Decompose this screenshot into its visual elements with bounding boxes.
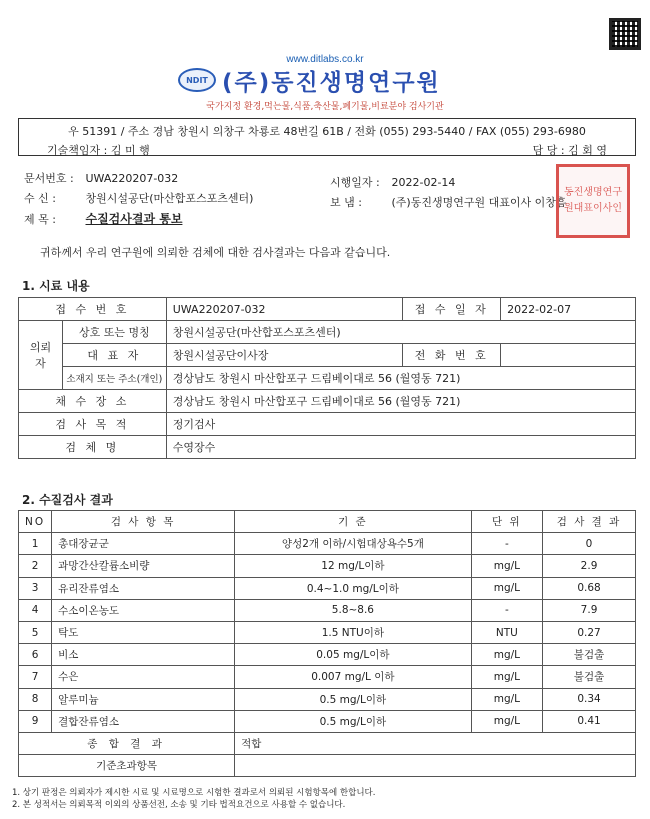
row-standard: 0.007 mg/L 이하 (235, 666, 472, 688)
recipient: 창원시설공단(마산합포스포츠센터) (85, 192, 254, 205)
footnote-1: 1. 상기 판정은 의뢰자가 제시한 시료 및 시료명으로 시험한 결과로서 의뢰된 시험항목에 한합니다. (12, 788, 376, 798)
receipt-date: 2022-02-07 (501, 298, 636, 321)
row-item: 과망간산칼륨소비량 (52, 555, 235, 577)
table-row (19, 344, 636, 367)
issue-date-label: 시행일자 : (330, 176, 380, 189)
recipient-label: 수 신 : (24, 192, 56, 205)
row-standard: 양성2개 이하/시험대상욕수5개 (235, 533, 472, 555)
row-unit: mg/L (471, 666, 542, 688)
table-row (19, 688, 636, 710)
row-unit: mg/L (471, 710, 542, 732)
representative: 창원시설공단이사장 (166, 344, 403, 367)
row-unit: mg/L (471, 555, 542, 577)
row-item: 유리잔류염소 (52, 577, 235, 599)
exceeded-label: 기준초과항목 (19, 755, 235, 777)
subject-row (24, 210, 182, 227)
website-url[interactable]: www.ditlabs.co.kr (286, 54, 364, 65)
table-row (19, 298, 636, 321)
table-header-row (19, 511, 636, 533)
col-header-standard: 기 준 (235, 511, 472, 533)
row-unit: - (471, 599, 542, 621)
table-row (19, 577, 636, 599)
purpose-label: 검 사 목 적 (19, 413, 167, 436)
row-no: 8 (19, 688, 52, 710)
address-box (18, 118, 636, 156)
section2-title: 2. 수질검사 결과 (22, 493, 113, 507)
client-label: 의뢰자 (19, 321, 63, 390)
row-standard: 0.05 mg/L이하 (235, 644, 472, 666)
table-row (19, 321, 636, 344)
results-table (18, 510, 636, 777)
row-item: 알루미늄 (52, 688, 235, 710)
row-item: 수소이온농도 (52, 599, 235, 621)
row-item: 수은 (52, 666, 235, 688)
specimen-label: 검 체 명 (19, 436, 167, 459)
table-row (19, 666, 636, 688)
row-unit: NTU (471, 621, 542, 643)
table-row (19, 390, 636, 413)
logo-emblem-icon: NDIT (178, 68, 216, 92)
company-subtitle: 국가지정 환경,먹는물,식품,축산물,폐기물,비료분야 검사기관 (206, 102, 444, 112)
row-result: 불검출 (543, 644, 636, 666)
phone-label: 전 화 번 호 (403, 344, 501, 367)
row-standard: 12 mg/L이하 (235, 555, 472, 577)
table-row (19, 533, 636, 555)
row-result: 0.27 (543, 621, 636, 643)
row-result: 7.9 (543, 599, 636, 621)
person-in-charge: 담 당 : 김 회 영 (532, 144, 607, 157)
row-item: 결합잔류염소 (52, 710, 235, 732)
row-standard: 0.5 mg/L이하 (235, 710, 472, 732)
row-no: 9 (19, 710, 52, 732)
issue-date-row (330, 174, 455, 190)
row-result: 0 (543, 533, 636, 555)
row-standard: 5.8~8.6 (235, 599, 472, 621)
company-logo (178, 66, 441, 94)
issue-date: 2022-02-14 (391, 176, 456, 189)
doc-number-label: 문서번호 : (24, 172, 74, 185)
sampling-place-label: 채 수 장 소 (19, 390, 167, 413)
row-result: 불검출 (543, 666, 636, 688)
receipt-no: UWA220207-032 (166, 298, 403, 321)
footnote-2: 2. 본 성적서는 의뢰목적 이외의 상품선전, 소송 및 기타 법적요건으로 사용할 수 없습니다. (12, 800, 346, 810)
row-item: 탁도 (52, 621, 235, 643)
row-no: 4 (19, 599, 52, 621)
overall-row (19, 732, 636, 754)
sender-row (330, 194, 566, 210)
row-result: 0.34 (543, 688, 636, 710)
recipient-row (24, 190, 253, 206)
phone (501, 344, 636, 367)
col-header-no: NO (19, 511, 52, 533)
row-no: 5 (19, 621, 52, 643)
row-no: 1 (19, 533, 52, 555)
table-row (19, 710, 636, 732)
row-unit: mg/L (471, 688, 542, 710)
address-line: 우 51391 / 주소 경남 창원시 의창구 차룡로 48번길 61B / 전화 (055) 293-5440 / FAX (055) 293-6980 (68, 125, 586, 138)
location: 경상남도 창원시 마산합포구 드림베이대로 56 (월영동 721) (166, 367, 635, 390)
row-result: 0.68 (543, 577, 636, 599)
section1-title: 1. 시료 내용 (22, 279, 90, 293)
row-item: 비소 (52, 644, 235, 666)
sample-info-table (18, 297, 636, 459)
specimen: 수영장수 (166, 436, 635, 459)
subject: 수질검사결과 통보 (85, 212, 183, 226)
official-seal-stamp: 동진생명연구원대표이사인 (556, 164, 630, 238)
sender: (주)동진생명연구원 대표이사 이창흠 (391, 196, 567, 209)
row-no: 6 (19, 644, 52, 666)
table-row (19, 367, 636, 390)
intro-text: 귀하께서 우리 연구원에 의뢰한 검체에 대한 검사결과는 다음과 같습니다. (40, 246, 391, 259)
exceeded-items (235, 755, 636, 777)
company-name-label: 상호 또는 명칭 (62, 321, 166, 344)
row-standard: 0.5 mg/L이하 (235, 688, 472, 710)
doc-number: UWA220207-032 (85, 172, 179, 185)
receipt-date-label: 접 수 일 자 (403, 298, 501, 321)
row-standard: 1.5 NTU이하 (235, 621, 472, 643)
table-row (19, 413, 636, 436)
sampling-place: 경상남도 창원시 마산합포구 드림베이대로 56 (월영동 721) (166, 390, 635, 413)
row-standard: 0.4~1.0 mg/L이하 (235, 577, 472, 599)
row-unit: mg/L (471, 644, 542, 666)
table-row (19, 621, 636, 643)
overall-result: 적합 (235, 732, 636, 754)
location-label: 소재지 또는 주소(개인) (62, 367, 166, 390)
col-header-item: 검 사 항 목 (52, 511, 235, 533)
table-row (19, 644, 636, 666)
company-name: (주)동진생명연구원 (222, 69, 441, 96)
row-result: 0.41 (543, 710, 636, 732)
row-unit: mg/L (471, 577, 542, 599)
table-row (19, 555, 636, 577)
rep-label: 대 표 자 (62, 344, 166, 367)
client-company-name: 창원시설공단(마산합포스포츠센터) (166, 321, 635, 344)
sender-label: 보 냄 : (330, 196, 362, 209)
row-result: 2.9 (543, 555, 636, 577)
row-item: 총대장균군 (52, 533, 235, 555)
table-row (19, 436, 636, 459)
overall-label: 종 합 결 과 (19, 732, 235, 754)
col-header-unit: 단 위 (471, 511, 542, 533)
col-header-result: 검 사 결 과 (543, 511, 636, 533)
row-no: 2 (19, 555, 52, 577)
qr-code (609, 18, 641, 50)
receipt-no-label: 접 수 번 호 (19, 298, 167, 321)
exceeded-row (19, 755, 636, 777)
purpose: 정기검사 (166, 413, 635, 436)
doc-number-row (24, 170, 178, 186)
subject-label: 제 목 : (24, 213, 56, 226)
tech-manager: 기술책임자 : 김 미 행 (47, 144, 150, 157)
row-unit: - (471, 533, 542, 555)
row-no: 7 (19, 666, 52, 688)
row-no: 3 (19, 577, 52, 599)
table-row (19, 599, 636, 621)
